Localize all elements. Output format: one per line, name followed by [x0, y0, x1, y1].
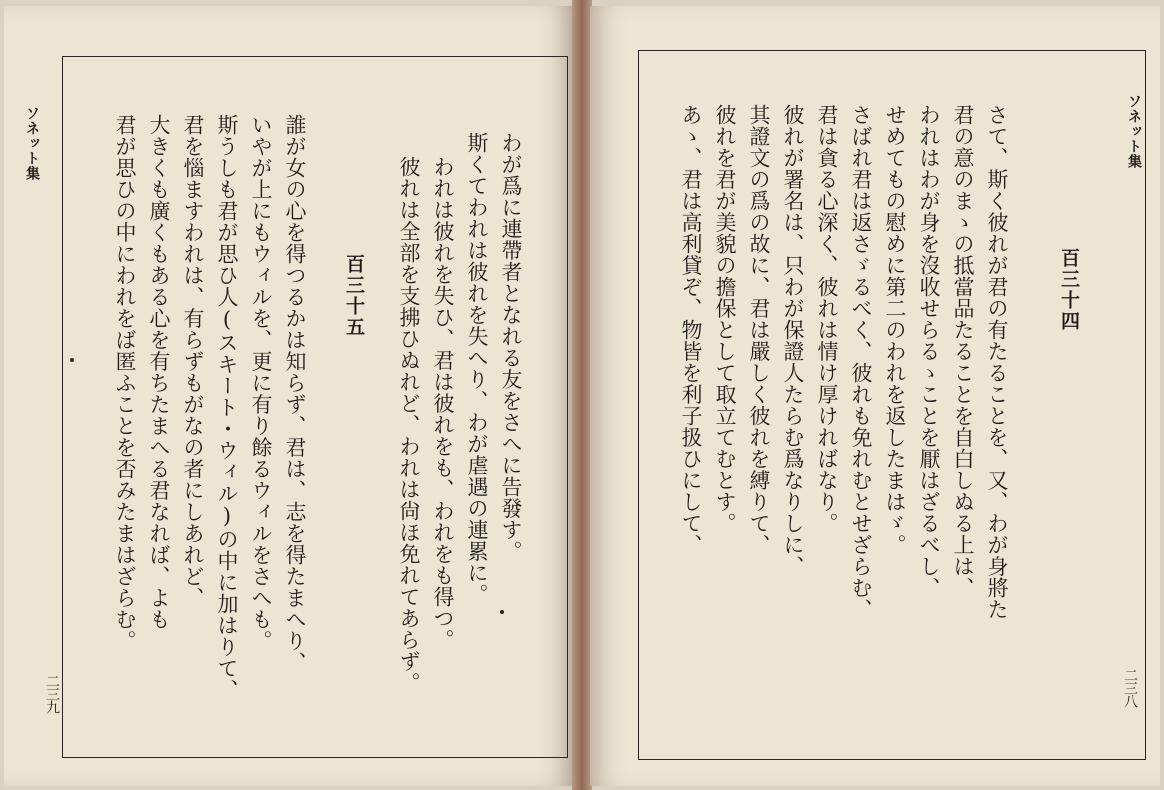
poem-line: われは彼れを失ひ、君は彼れをも、われをも得つ。: [431, 156, 455, 651]
poem-line: 彼れは全部を支拂ひぬれど、われは尙ほ免れてあらず。: [397, 156, 421, 694]
page-speck: [500, 610, 504, 614]
poem-line: いやが上にもウィルを、更に有り餘るウィルをさへも。: [249, 114, 273, 652]
poem-line: われはわが身を沒收せらるゝことを厭はざるべし、: [917, 104, 941, 599]
poem-line: 大きくも廣くもある心を有ちたまへる君なれば、よも: [147, 114, 171, 630]
poem-line: 斯うしも君が思ひ人(スキート・ウィル)の中に加はりて、: [215, 114, 239, 701]
running-head: ソネット集: [24, 106, 40, 181]
poem-line: 誰が女の心を得つるかは知らず、君は、志を得たまへり、: [283, 114, 307, 673]
poem-line: さて、斯く彼れが君の有たることを、又、わが身將た: [985, 104, 1009, 620]
poem-line: 其證文の爲の故に、君は嚴しく彼れを縛りて、: [747, 104, 771, 556]
poem-line: わが爲に連帶者となれる友をさへに告發す。: [499, 132, 523, 562]
poem-line: 彼れを君が美貌の擔保として取立てむとす。: [713, 104, 737, 534]
book-gutter: [572, 0, 592, 790]
page-number: 二三九: [44, 674, 60, 713]
page-number: 二三八: [1122, 668, 1138, 707]
right-page: [590, 6, 1160, 786]
poem-line: さばれ君は返さゞるべく、彼れも免れむとせざらむ、: [849, 104, 873, 620]
left-page-frame: [62, 56, 568, 758]
poem-line: あゝ、君は高利貸ぞ、物皆を利子扱ひにして、: [679, 104, 703, 556]
poem-line: 斯くてわれは彼れを失へり、わが虐遇の連累に。: [465, 132, 489, 605]
poem-line: せめてもの慰めに第二のわれを返したまはゞ。: [883, 104, 907, 556]
poem-line: 彼れが署名は、只わが保證人たらむ爲なりしに、: [781, 104, 805, 577]
page-speck: [70, 358, 74, 362]
sonnet-heading: 百三十五: [343, 254, 365, 338]
left-page: [4, 6, 574, 786]
poem-line: 君が思ひの中にわれをば匿ふことを否みたまはざらむ。: [113, 114, 137, 652]
poem-line: 君の意のまゝの抵當品たることを自白しぬる上は、: [951, 104, 975, 599]
poem-line: 君は貪る心深く、彼れは情け厚ければなり。: [815, 104, 839, 534]
sonnet-heading: 百三十四: [1058, 248, 1080, 332]
poem-line: 君を惱ますわれは、有らずもがなの者にしあれど、: [181, 114, 205, 609]
running-head: ソネット集: [1126, 94, 1142, 169]
